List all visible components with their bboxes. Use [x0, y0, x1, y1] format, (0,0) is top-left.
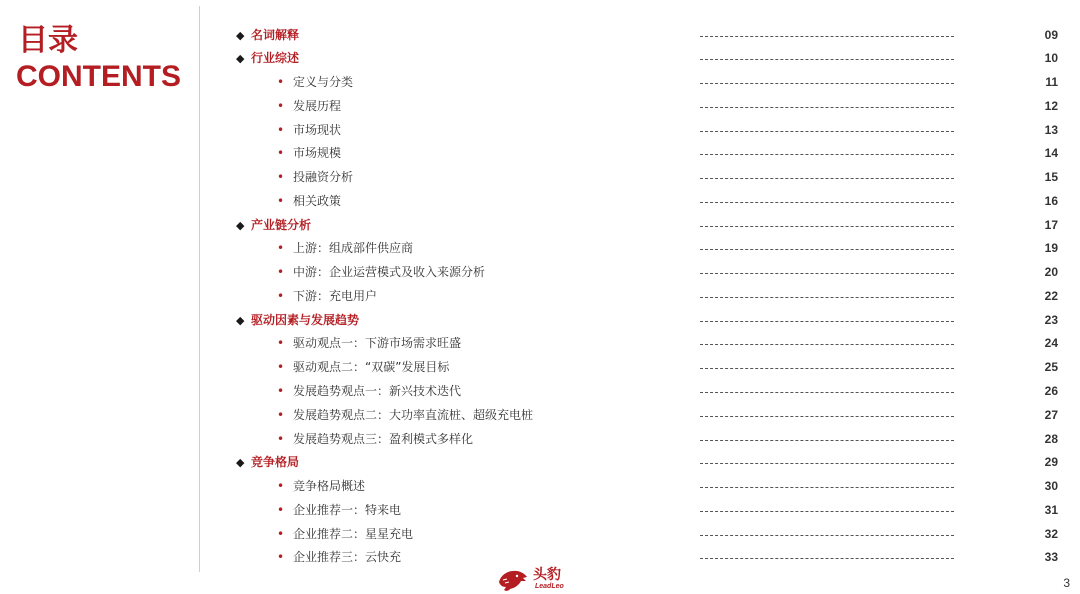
toc-section-row[interactable]	[0, 451, 1080, 475]
toc-entry-label: 上游：组成部件供应商	[293, 241, 414, 256]
toc-page-number: 09	[1044, 27, 1058, 42]
toc-subitem-row[interactable]	[0, 428, 1080, 452]
toc-section-row[interactable]	[0, 214, 1080, 238]
toc-entry-label: 驱动因素与发展趋势	[251, 312, 360, 327]
dotted-leader	[700, 273, 954, 274]
dotted-leader	[700, 249, 954, 250]
toc-title-en: CONTENTS	[16, 60, 181, 93]
toc-page-number: 28	[1044, 431, 1058, 446]
dotted-leader	[700, 344, 954, 345]
dotted-leader	[700, 154, 954, 155]
dot-bullet-icon: •	[277, 550, 285, 565]
toc-section-row[interactable]	[0, 47, 1080, 71]
toc-page-number: 23	[1044, 312, 1058, 327]
dot-bullet-icon: •	[277, 502, 285, 517]
toc-page-number: 12	[1044, 98, 1058, 113]
toc-entry-label: 企业推荐一：特来电	[293, 502, 402, 517]
dotted-leader	[700, 392, 954, 393]
diamond-bullet-icon: ◆	[236, 52, 245, 66]
dotted-leader	[700, 440, 954, 441]
toc-entry-label: 市场规模	[293, 146, 342, 161]
toc-page-number: 26	[1044, 383, 1058, 398]
toc-page-number: 14	[1044, 146, 1058, 161]
dotted-leader	[700, 487, 954, 488]
dotted-leader	[700, 535, 954, 536]
toc-page-number: 19	[1044, 241, 1058, 256]
dotted-leader	[700, 59, 954, 60]
dot-bullet-icon: •	[277, 407, 285, 422]
toc-entry-label: 发展趋势观点三：盈利模式多样化	[293, 431, 474, 446]
dot-bullet-icon: •	[277, 336, 285, 351]
toc-entry-label: 定义与分类	[293, 75, 354, 90]
toc-page-number: 10	[1044, 51, 1058, 66]
dotted-leader	[700, 416, 954, 417]
diamond-bullet-icon: ◆	[236, 218, 245, 232]
dotted-leader	[700, 558, 954, 559]
toc-subitem-row[interactable]	[0, 119, 1080, 143]
toc-entry-label: 市场现状	[293, 122, 342, 137]
leadleo-logo	[497, 566, 587, 594]
dotted-leader	[700, 107, 954, 108]
leopard-head-icon	[497, 568, 529, 592]
dotted-leader	[700, 511, 954, 512]
toc-page-number: 33	[1044, 550, 1058, 565]
dot-bullet-icon: •	[277, 479, 285, 494]
dot-bullet-icon: •	[277, 241, 285, 256]
toc-page-number: 11	[1045, 75, 1058, 90]
dot-bullet-icon: •	[277, 431, 285, 446]
dot-bullet-icon: •	[277, 193, 285, 208]
dotted-leader	[700, 83, 954, 84]
toc-entry-label: 竞争格局	[251, 455, 300, 470]
toc-page-number: 22	[1044, 288, 1058, 303]
toc-entry-label: 相关政策	[293, 193, 342, 208]
diamond-bullet-icon: ◆	[236, 313, 245, 327]
toc-page-number: 17	[1044, 217, 1058, 232]
dot-bullet-icon: •	[277, 170, 285, 185]
toc-page-number: 31	[1044, 502, 1058, 517]
dot-bullet-icon: •	[277, 98, 285, 113]
toc-entry-label: 投融资分析	[293, 170, 354, 185]
dotted-leader	[700, 226, 954, 227]
dot-bullet-icon: •	[277, 288, 285, 303]
toc-subitem-row[interactable]	[0, 190, 1080, 214]
toc-entry-label: 发展历程	[293, 98, 342, 113]
dot-bullet-icon: •	[277, 146, 285, 161]
dotted-leader	[700, 36, 954, 37]
toc-entry-label: 发展趋势观点二：大功率直流桩、超级充电桩	[293, 407, 534, 422]
dot-bullet-icon: •	[277, 360, 285, 375]
logo-text-en: LeadLeo	[535, 583, 564, 590]
toc-page-number: 30	[1044, 479, 1058, 494]
toc-page-number: 32	[1044, 526, 1058, 541]
toc-entry-label: 竞争格局概述	[293, 479, 366, 494]
toc-page-number: 15	[1044, 170, 1058, 185]
toc-title-zh: 目录	[18, 23, 78, 58]
diamond-bullet-icon: ◆	[236, 28, 245, 42]
toc-subitem-row[interactable]	[0, 404, 1080, 428]
toc-entry-label: 下游：充电用户	[293, 288, 378, 303]
diamond-bullet-icon: ◆	[236, 456, 245, 470]
dotted-leader	[700, 463, 954, 464]
toc-subitem-row[interactable]	[0, 237, 1080, 261]
dot-bullet-icon: •	[277, 383, 285, 398]
toc-page-number: 29	[1044, 455, 1058, 470]
toc-page-number: 16	[1044, 193, 1058, 208]
dot-bullet-icon: •	[277, 526, 285, 541]
toc-entry-label: 产业链分析	[251, 217, 312, 232]
toc-entry-label: 驱动观点二：“双碳”发展目标	[293, 360, 450, 375]
toc-entry-label: 行业综述	[251, 51, 300, 66]
toc-subitem-row[interactable]	[0, 356, 1080, 380]
toc-entry-label: 发展趋势观点一：新兴技术迭代	[293, 383, 462, 398]
toc-subitem-row[interactable]	[0, 285, 1080, 309]
toc-entry-label: 中游：企业运营模式及收入来源分析	[293, 265, 486, 280]
toc-section-row[interactable]	[0, 24, 1080, 48]
toc-subitem-row[interactable]	[0, 332, 1080, 356]
toc-subitem-row[interactable]	[0, 71, 1080, 95]
slide-number: 3	[1063, 576, 1070, 590]
toc-entry-label: 驱动观点一：下游市场需求旺盛	[293, 336, 462, 351]
toc-page-number: 27	[1044, 407, 1058, 422]
dot-bullet-icon: •	[277, 75, 285, 90]
toc-entry-label: 名词解释	[251, 27, 300, 42]
dot-bullet-icon: •	[277, 122, 285, 137]
dotted-leader	[700, 321, 954, 322]
table-of-contents	[0, 24, 1080, 571]
toc-subitem-row[interactable]	[0, 499, 1080, 523]
dotted-leader	[700, 368, 954, 369]
toc-page-number: 24	[1044, 336, 1058, 351]
toc-page-number: 20	[1044, 265, 1058, 280]
toc-page-number: 13	[1044, 122, 1058, 137]
toc-entry-label: 企业推荐二：星星充电	[293, 526, 414, 541]
dotted-leader	[700, 131, 954, 132]
dotted-leader	[700, 297, 954, 298]
toc-subitem-row[interactable]	[0, 95, 1080, 119]
toc-entry-label: 企业推荐三：云快充	[293, 550, 402, 565]
toc-subitem-row[interactable]	[0, 261, 1080, 285]
dotted-leader	[700, 202, 954, 203]
toc-subitem-row[interactable]	[0, 475, 1080, 499]
toc-section-row[interactable]	[0, 309, 1080, 333]
logo-text-zh: 头豹	[533, 567, 561, 583]
toc-subitem-row[interactable]	[0, 166, 1080, 190]
toc-subitem-row[interactable]	[0, 380, 1080, 404]
toc-subitem-row[interactable]	[0, 142, 1080, 166]
toc-subitem-row[interactable]	[0, 523, 1080, 547]
toc-page-number: 25	[1044, 360, 1058, 375]
dot-bullet-icon: •	[277, 265, 285, 280]
dotted-leader	[700, 178, 954, 179]
